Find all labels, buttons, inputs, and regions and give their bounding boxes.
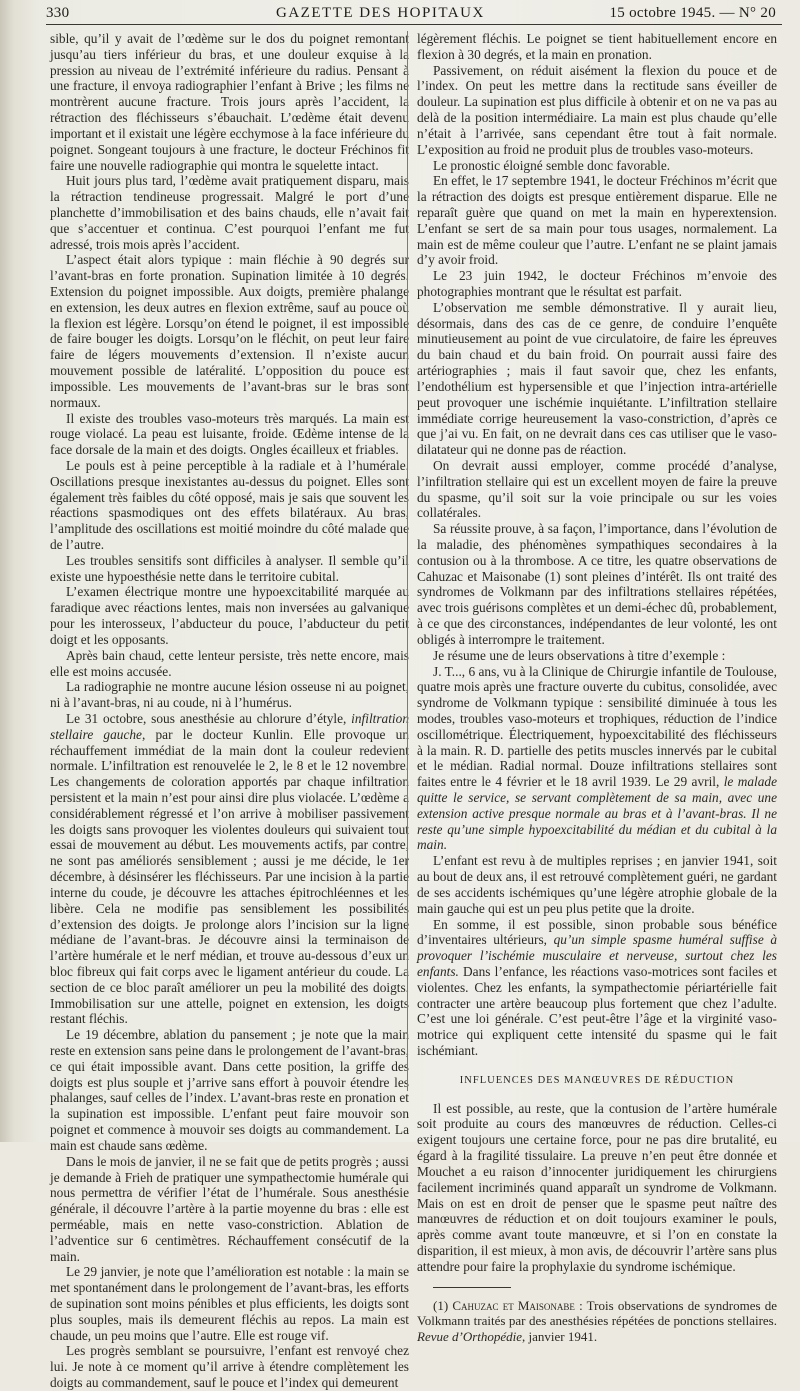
journal-title: GAZETTE DES HOPITAUX	[276, 5, 485, 21]
text-run: (1)	[433, 1297, 453, 1313]
page-header	[46, 4, 790, 24]
paragraph: L’aspect était alors typique : main fléchie à 90 degrés sur l’avant-bras en forte pronation. Supination limitée à 10 degrés. Extension du poignet impossible. Aux doigts, première phalange en extension, les deux autres en flexion extrême, sauf au pouce où la flexion est légère. Lorsqu’on étend le poignet, il est impossible de faire bouger les doigts. Lorsqu’on le fléchit, on peut leur faire faire de légers mouvements d’extension. Il n’existe aucun mouvement possible de latéralité. L’opposition du pouce est impossible. Les mouvements de l’avant-bras sur le bras sont normaux.	[50, 252, 409, 410]
paragraph: L’observation me semble démonstrative. Il y aurait lieu, désormais, dans des cas de ce genre, de conduire l’enquête minutieusement au point de vue circulatoire, de faire les épreuves du bain chaud et du bain froid. On pourrait aussi faire des artériographies ; mais il faut savoir que, chez les enfants, l’endothélium est hypersensible et que l’injection intra-artérielle peut provoquer une ischémie inquiétante. L’infiltration stellaire immédiate corrige heureusement la vaso-constriction, d’après ce que j’ai vu. En fait, on ne devrait dans ces cas utiliser que le vaso-dilatateur qui ne donne pas de réaction.	[417, 299, 777, 458]
page-number: 330	[46, 5, 70, 21]
text-run: , janvier 1941.	[522, 1328, 598, 1344]
paragraph: On devrait aussi employer, comme procédé d’analyse, l’infiltration stellaire qui est un excellent moyen de faire la preuve du spasme, qu’il soit sur la voie principale ou sur les voies collatérales.	[417, 457, 777, 521]
text-run: Le 31 octobre, sous anesthésie au chlorure d’étyle,	[66, 710, 352, 726]
paragraph: Il est possible, au reste, que la contusion de l’artère humérale soit produite au cours des manœuvres de réduction. Celles-ci exigent toujours une certaine force, pour ne pas dire brutalité, eu égard à la fragilité tissulaire. La preuve n’en peut être donnée et Mouchet a eu raison d’innocenter juridiquement les chirurgiens facilement incriminés quand apparaît un syndrome de Volkmann. Mais on est en droit de penser que le spasme peut naître des manœuvres de réduction et on doit toujours examiner le pouls, après comme avant toute manœuvre, et si l’on en constate la disparition, il est mieux, à mon avis, de découvrir l’artère sans plus attendre pour faire la prophylaxie du syndrome ischémique.	[417, 1100, 777, 1274]
paragraph: Les progrès semblant se poursuivre, l’enfant est renvoyé chez lui. Je note à ce moment qu’il arrive à étendre complètement les doigts au commandement, sauf le pouce et l’index qui demeurent	[50, 1343, 409, 1391]
paragraph: En effet, le 17 septembre 1941, le docteur Fréchinos m’écrit que la rétraction des doigts est presque entièrement disparue. Elle ne reparaît guère que quand on met la main en hyperextension. L’enfant se sert de sa main pour tous usages, normalement. La main est de même couleur que l’autre. L’enfant ne se plaint jamais d’y avoir froid.	[417, 173, 777, 268]
text-run: , par le docteur Kunlin. Elle provoque un réchauffement immédiat de la main dont la couleur redevient normale. L’infiltration est renouvelée le 2, le 8 et le 12 novembre. Les changements de coloration apportés par chaque infiltration persistent et la main n’est pour ainsi dire plus violacée. L’œdème a considérablement régressé et l’on arrive à mobiliser passivement les doigts sans provoquer les violentes douleurs qui suivaient tout essai de mouvement au début. Les mouvements actifs, par contre, ne sont pas améliorés sensiblement ; aussi je me décide, le 1er décembre, à désinsérer les fléchisseurs. Par une incision à la partie interne du coude, je découvre les attaches épitrochléennes et les libère. Cela ne modifie pas sensiblement les possibilités d’extension des doigts. Je prolonge alors l’incision sur la ligne médiane de l’avant-bras. Je découvre ainsi la terminaison de l’artère humérale et le nerf médian, et trouve au-dessous d’eux un bloc fibreux qui fait corps avec le ligament antérieur du coude. La section de ce bloc paraît améliorer un peu la mobilité des doigts. Immobilisation sur une attelle, poignet en extension, les doigts restant fléchis.	[50, 726, 409, 1027]
paragraph: Le pouls est à peine perceptible à la radiale et à l’humérale. Oscillations presque inexistantes au-dessus du poignet. Elles sont également très faibles du côté opposé, mais je sais que souvent les réactions spasmodiques ont des effets bilatéraux. Au bras, l’amplitude des oscillations est moitié moindre du côté malade que de l’autre.	[50, 457, 409, 552]
paragraph: Huit jours plus tard, l’œdème avait pratiquement disparu, mais la rétraction tendineuse progressait. Malgré le port d’une planchette d’immobilisation et des bains chauds, elle n’avait fait que s’accentuer et continua. C’est pourquoi l’enfant me fut adressé, trois mois après l’accident.	[50, 173, 409, 252]
paragraph: L’examen électrique montre une hypoexcitabilité marquée au faradique avec réactions lentes, mais non inversées au galvanique pour les interosseux, l’abducteur du pouce, l’abducteur du petit doigt et les opposants.	[50, 584, 409, 647]
paragraph: Le pronostic éloigné semble donc favorable.	[433, 157, 671, 173]
paragraph	[50, 711, 409, 1027]
text-run: : Trois observations de syndromes de Volkmann traités par des anesthésies répétées de ponctions stellaires.	[417, 1297, 777, 1329]
paragraph: Il existe des troubles vaso-moteurs très marqués. La main est rouge violacé. La peau est luisante, froide. Œdème intense de la face dorsale de la main et des doigts. Ongles écailleux et friables.	[50, 410, 409, 458]
text-run: Dans l’enfance, les réactions vaso-motrices sont faciles et violentes. Chez les enfants, la sympathectomie périartérielle fait contracter une artère beaucoup plus fortement que chez l’adulte. C’est une loi générale. C’est peut-être l’âge et la virginité vaso-motrice qui expliquent cette intensité du spasme qui le fait ischémiant.	[417, 963, 777, 1058]
paragraph: Les troubles sensitifs sont difficiles à analyser. Il semble qu’il existe une hypoesthésie nette dans le territoire cubital.	[50, 552, 409, 584]
issue-date: 15 octobre 1945. — N° 20	[609, 5, 776, 21]
paragraph: Passivement, on réduit aisément la flexion du pouce et de l’index. On peut les mettre dans la rectitude sans éveiller de douleur. La supination est plus difficile à obtenir et on ne va pas au delà de la position intermédiaire. La main est plus chaude qu’elle n’était à l’arrivée, sans cependant être tout à fait normale. L’exposition au froid ne produit plus de troubles vaso-moteurs.	[417, 62, 777, 157]
paragraph: Sa réussite prouve, à sa façon, l’importance, dans l’évolution de la maladie, des phénomènes sympathiques secondaires à la contusion ou à la thrombose. A ce titre, les quatre observations de Cahuzac et Maisonabe (1) sont pleines d’intérêt. Ils ont traité des syndromes de Volkmann par des infiltrations stellaires répétées, avec trois guérisons complètes et un demi-échec dû, probablement, à ce que des circonstances, indépendantes de leur volonté, les ont obligés à interrompre le traitement.	[417, 521, 777, 647]
footnote	[417, 1298, 777, 1345]
paragraph: Je résume une de leurs observations à titre d’exemple :	[433, 647, 726, 663]
paragraph: Le 19 décembre, ablation du pansement ; je note que la main reste en extension sans peine dans le prolongement de l’avant-bras, ce qui était impossible avant. Dans cette position, la griffe des doigts est plus souple et j’arrive sans effort à pouvoir étendre les phalanges, sauf celles de l’index. L’avant-bras reste en pronation et la supination est impossible. L’enfant peut faire mouvoir son poignet et commence à mouvoir ses doigts au commandement. La main est chaude sans œdème.	[50, 1027, 409, 1153]
right-column	[417, 31, 777, 1344]
paragraph: sible, qu’il y avait de l’œdème sur le dos du poignet remontant jusqu’au tiers inférieur du bras, et une douleur exquise à la pression au niveau de l’extrémité inférieure du radius. Pensant à une fracture, il envoya radiographier l’enfant à Brive ; les films ne montrèrent aucune fracture. Trois jours après l’accident, la rétraction des fléchisseurs s’ébauchait. L’œdème était devenu important et il existait une légère ecchymose à la face inférieure du poignet. Songeant toujours à une fracture, le docteur Fréchinos fit faire une nouvelle radiographie qui montra le squelette intact.	[50, 31, 409, 173]
paragraph: Dans le mois de janvier, il ne se fait que de petits progrès ; aussi je demande à Frieh de pratiquer une sympathectomie humérale qui nous permettra de vérifier l’état de l’humérale. Sous anesthésie générale, il découvre l’artère à la partie moyenne du bras : elle est perméable, mais en nette vaso-constriction. Ablation de l’adventice sur 6 centimètres. Réchauffement consécutif de la main.	[50, 1153, 409, 1264]
text-run: En somme, il est possible, sinon probable sous bénéfice d’inventaires ultérieurs,	[417, 916, 777, 948]
text-run: J. T..., 6 ans, vu à la Clinique de Chirurgie infantile de Toulouse, quatre mois après une fracture ouverte du cubitus, consolidée, avec syndrome de Volkmann typique : sensibilité diminuée à tous les modes, troubles vaso-moteurs et trophiques, réduction de l’indice oscillométrique. Électriquement, hypoexcitabilité des fléchisseurs à la main. R. D. partielle des petits muscles innervés par le cubital et le médian. Radial normal. Douze infiltrations stellaires sont faites entre le 4 février et le 18 avril 1939. Le 29 avril,	[417, 663, 777, 790]
header-rule	[46, 24, 782, 25]
italic-run: infiltration stellaire gauche	[50, 710, 409, 742]
paragraph: Le 23 juin 1942, le docteur Fréchinos m’envoie des photographies montrant que le résultat est parfait.	[417, 268, 777, 299]
paragraph	[417, 664, 777, 854]
section-heading: INFLUENCES DES MANŒUVRES DE RÉDUCTION	[459, 1074, 735, 1086]
paragraph: Après bain chaud, cette lenteur persiste, très nette encore, mais elle est moins accusée.	[50, 647, 409, 679]
italic-run: qu’un simple spasme huméral suffise à provoquer l’ischémie musculaire et nerveuse, surtout chez les enfants.	[417, 932, 777, 979]
column-divider	[407, 31, 408, 1091]
italic-run: le malade quitte le service, se servant complètement de sa main, avec une extension active presque normale au bras et à l’avant-bras. Il ne reste qu’une simple hypoexcitabilité du médian et du cubital à la main.	[417, 774, 777, 853]
paragraph	[417, 917, 777, 1059]
footnote-authors: Cahuzac et Maisonabe	[452, 1297, 575, 1313]
paragraph: La radiographie ne montre aucune lésion osseuse ni au poignet, ni à l’avant-bras, ni au coude, ni à l’humérus.	[50, 679, 409, 711]
paragraph: légèrement fléchis. Le poignet se tient habituellement encore en flexion à 30 degrés, et la main en pronation.	[417, 31, 777, 62]
paragraph: Le 29 janvier, je note que l’amélioration est notable : la main se met spontanément dans le prolongement de l’avant-bras, les efforts de supination sont moins pénibles et plus efficients, les doigts sont plus souples, mais ils demeurent fléchis au repos. La main est chaude, un peu moins que l’autre. Elle est rouge vif.	[50, 1264, 409, 1343]
footnote-rule	[433, 1287, 511, 1288]
paragraph: L’enfant est revu à de multiples reprises ; en janvier 1941, soit au bout de deux ans, il est retrouvé complètement guéri, ne gardant de ses accidents ischémiques qu’une légère atrophie globale de la main gauche qui est un peu plus petite que la droite.	[417, 853, 777, 916]
journal-name: Revue d’Orthopédie	[417, 1328, 523, 1344]
left-column	[50, 31, 409, 1391]
